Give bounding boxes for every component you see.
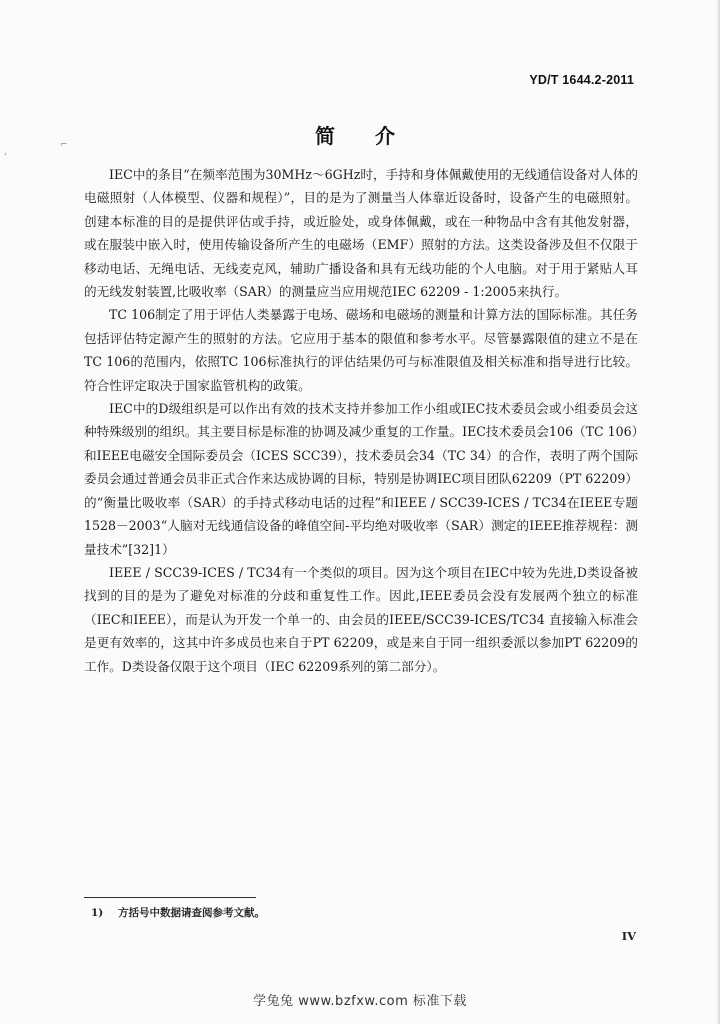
scan-edge-shadow xyxy=(716,0,720,1024)
scan-speck: , xyxy=(4,147,7,157)
paragraph: IEEE / SCC39-ICES / TC34有一个类似的项目。因为这个项目在IEC中较为先进,D类设备被找到的目的是为了避免对标准的分歧和重复性工作。因此,IEEE委员会没有发展两个独立的标准（IEC和IEEE），而是认为开发一个单一的、由会员的IEEE/SCC39-ICES/TC34 直接输入标准会是更有效率的，这其中许多成员也来自于PT 62209，或是来自于同一组织委派以参加PT 62209的工作。D类设备仅限于这个项目（IEC 62209系列的第二部分）。 xyxy=(84,564,638,674)
page-number: IV xyxy=(621,929,636,943)
footnote xyxy=(91,905,265,920)
standard-code: YD/T 1644.2-2011 xyxy=(529,73,634,87)
page-title: 简 介 xyxy=(315,124,405,148)
paragraph: TC 106制定了用于评估人类暴露于电场、磁场和电磁场的测量和计算方法的国际标准。其任务包括评估特定源产生的照射的方法。它应用于基本的限值和参考水平。尽管暴露限值的建立不是在TC 106的范围内，依照TC 106标准执行的评估结果仍可与标准限值及相关标准和指导进行比较。符合性评定取决于国家监管机构的政策。 xyxy=(84,307,638,393)
site-watermark: 学兔兔 www.bzfxw.com 标准下载 xyxy=(253,994,467,1009)
document-body xyxy=(84,163,638,678)
footnote-number: 1) xyxy=(91,907,104,919)
footnote-divider xyxy=(84,897,256,898)
footnote-text: 方括号中数据请查阅参考文献。 xyxy=(118,907,265,919)
scan-speck: ⌐ xyxy=(60,140,68,150)
paragraph: IEC中的D级组织是可以作出有效的技术支持并参加工作小组或IEC技术委员会或小组委员会这种特殊级别的组织。其主要目标是标准的协调及减少重复的工作量。IEC技术委员会106（TC 106）和IEEE电磁安全国际委员会（ICES SCC39），技术委员会34（TC 34）的合作，表明了两个国际委员会通过普通会员非正式合作来达成协调的目标，特别是协调IEC项目团队62209（PT 62209）的“衡量比吸收率（SAR）的手持式移动电话的过程”和IEEE / SCC39-ICES / TC34在IEEE专题1528－2003“人脑对无线通信设备的峰值空间-平均绝对吸收率（SAR）测定的IEEE推荐规程：测量技术”[32]1） xyxy=(84,401,638,557)
paragraph: IEC中的条目“在频率范围为30MHz～6GHz时，手持和身体佩戴使用的无线通信设备对人体的电磁照射（人体模型、仪器和规程）”，目的是为了测量当人体靠近设备时，设备产生的电磁照射。创建本标准的目的是提供评估或手持，或近脸处，或身体佩戴，或在一种物品中含有其他发射器，或在服装中嵌入时，使用传输设备所产生的电磁场（EMF）照射的方法。这类设备涉及但不仅限于移动电话、无绳电话、无线麦克风，辅助广播设备和具有无线功能的个人电脑。对于用于紧贴人耳的无线发射装置,比吸收率（SAR）的测量应当应用规范IEC 62209 - 1:2005来执行。 xyxy=(84,167,638,300)
